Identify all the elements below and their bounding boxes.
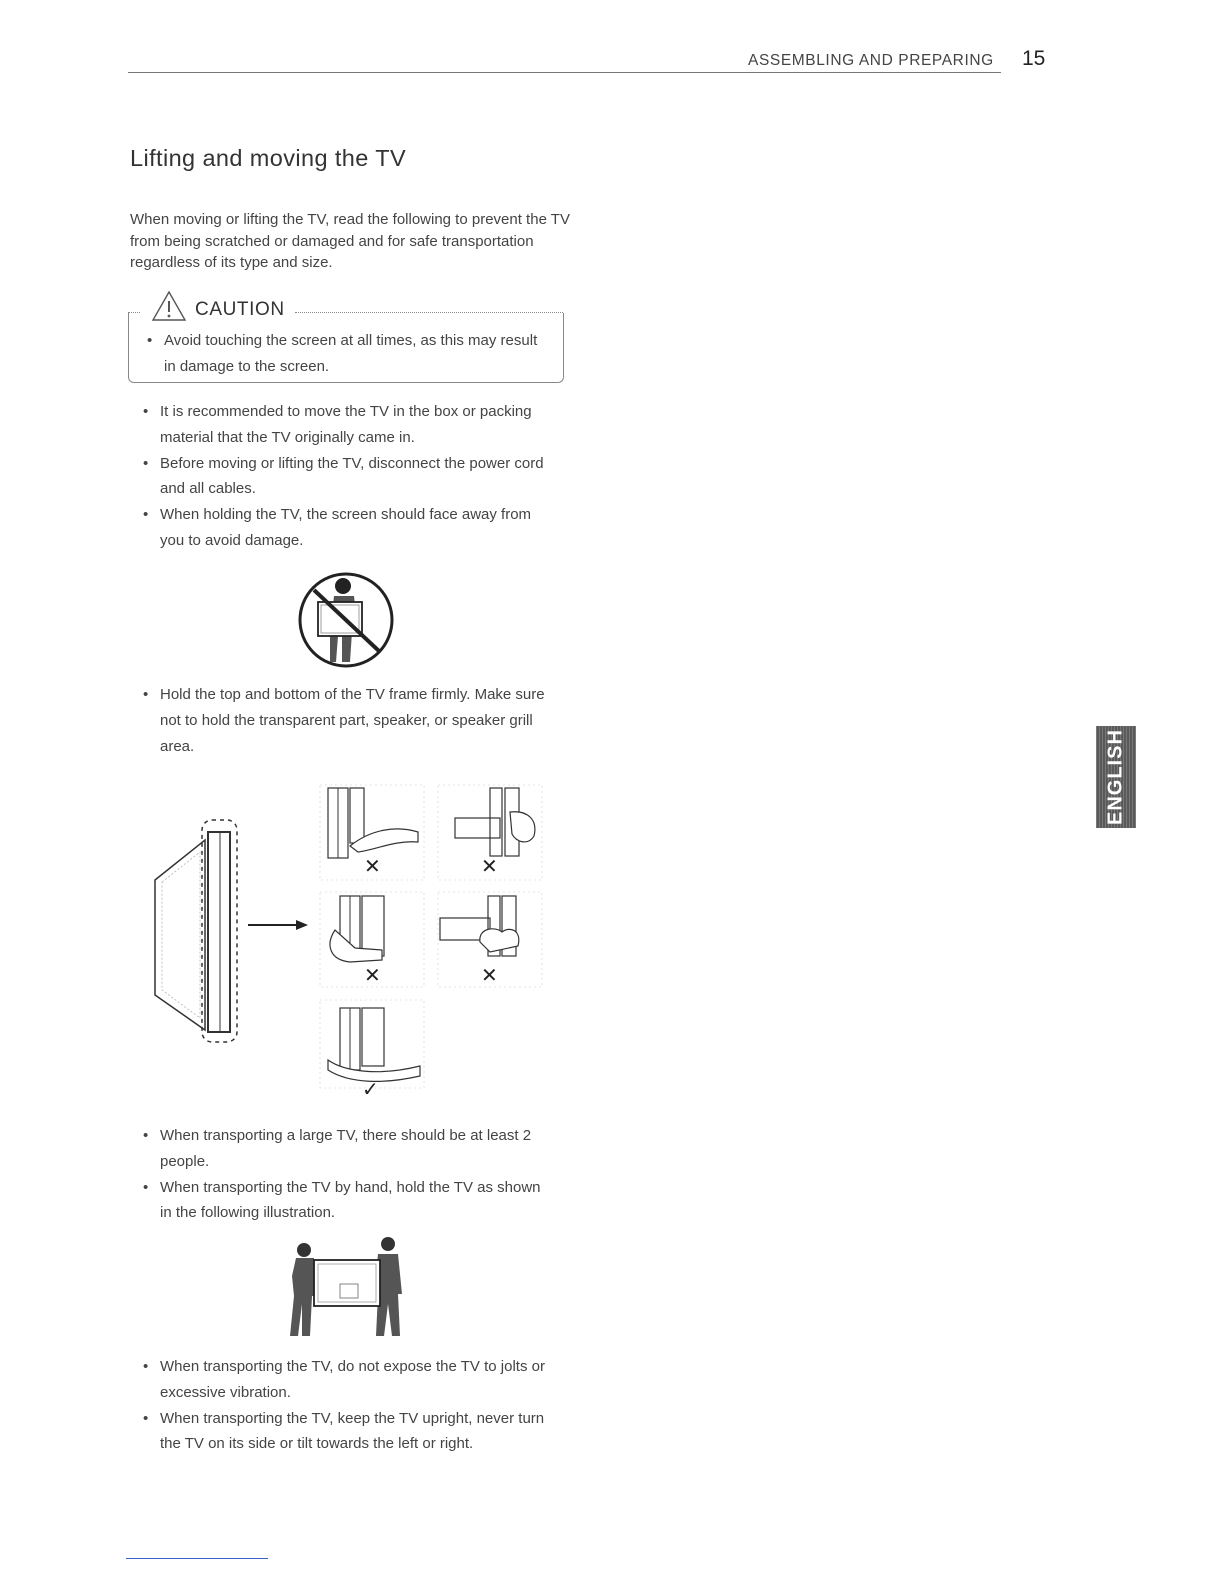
panel-correct (320, 1000, 424, 1095)
page-number: 15 (1022, 47, 1046, 70)
footer-rule (126, 1558, 268, 1559)
panel-wrong-1 (320, 785, 424, 880)
list-item: • Hold the top and bottom of the TV frame firmly. Make sure not to hold the transparent part, speaker, or speaker grill area. (130, 682, 550, 759)
panel-wrong-2 (438, 785, 542, 880)
page-heading: Lifting and moving the TV (130, 145, 407, 171)
caution-item: • Avoid touching the screen at all times, as this may result in damage to the screen. (147, 332, 538, 375)
list-item: • When holding the TV, the screen should face away from you to avoid damage. (130, 502, 550, 554)
warning-triangle-icon (150, 289, 188, 323)
tv-side-view (155, 820, 237, 1042)
panel-wrong-4 (438, 892, 542, 987)
list-item: • When transporting the TV, do not expose the TV to jolts or excessive vibration. (130, 1354, 550, 1406)
caution-rule-left (128, 312, 140, 313)
cross-mark-icon: ✕ (481, 963, 498, 987)
bullet-list (130, 399, 550, 554)
cross-mark-icon: ✕ (364, 963, 381, 987)
bullet-list (130, 1123, 550, 1226)
intro-paragraph: When moving or lifting the TV, read the following to prevent the TV from being scratched or damaged and for safe transportation regardless of its type and size. (130, 211, 570, 271)
bullet-list (130, 1354, 550, 1457)
header-rule (128, 72, 1001, 73)
tv-frame-holding-illustration (150, 780, 550, 1095)
bullet-list (130, 682, 550, 759)
section-title: ASSEMBLING AND PREPARING (748, 52, 994, 69)
list-item: • When transporting the TV by hand, hold the TV as shown in the following illustration. (130, 1175, 550, 1227)
cross-mark-icon: ✕ (481, 854, 498, 878)
list-item: • It is recommended to move the TV in the box or packing material that the TV originally came in. (130, 399, 550, 451)
panel-wrong-3 (320, 892, 424, 987)
cross-mark-icon: ✕ (364, 854, 381, 878)
prohibited-illustration (296, 570, 398, 670)
caution-label: CAUTION (195, 299, 285, 320)
check-mark-icon: ✓ (362, 1077, 379, 1095)
list-item: • Before moving or lifting the TV, disconnect the power cord and all cables. (130, 451, 550, 503)
two-person-carry-illustration (288, 1236, 408, 1342)
list-item: • When transporting the TV, keep the TV upright, never turn the TV on its side or tilt towards the left or right. (130, 1406, 550, 1458)
language-tab-label: ENGLISH (1104, 729, 1127, 825)
list-item: • When transporting a large TV, there should be at least 2 people. (130, 1123, 550, 1175)
caution-rule-top (295, 312, 563, 313)
